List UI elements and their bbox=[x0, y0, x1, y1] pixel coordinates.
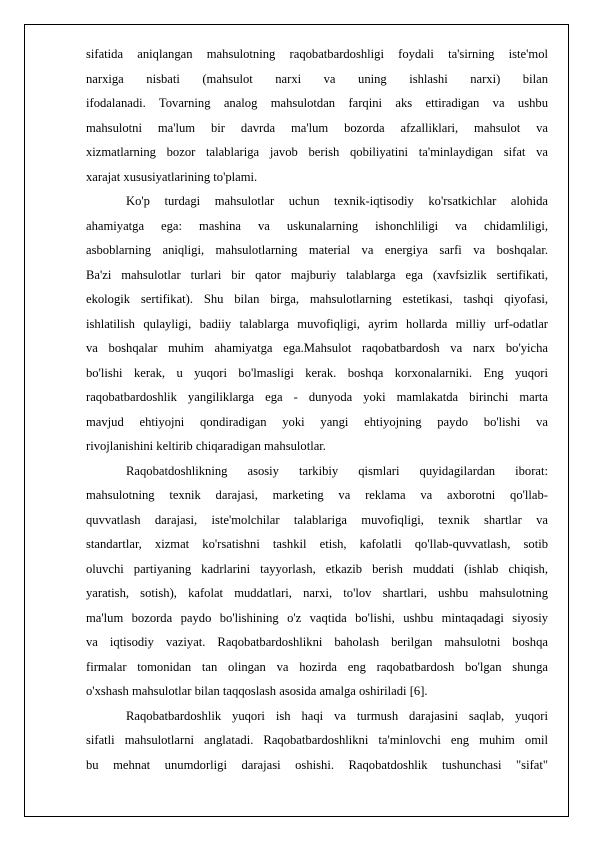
text-line: va boshqalar muhim ahamiyatga ega.Mahsulot raqobatbardosh va narx bo'yicha bbox=[86, 341, 548, 355]
text-line: ahamiyatga ega: mashina va uskunalarning ishonchliligi va chidamliligi, bbox=[86, 218, 548, 233]
text-line: rivojlanishini keltirib chiqaradigan mahsulotlar. bbox=[86, 439, 326, 453]
text-line: mahsulotning texnik darajasi, marketing va reklama va axborotni qo'llab- bbox=[86, 488, 548, 502]
paragraph-1 bbox=[86, 42, 548, 189]
text-line: sifatli mahsulotlarni anglatadi. Raqobatbardoshlikni ta'minlovchi eng muhim omil bbox=[86, 733, 548, 747]
text-line: bo'lishi kerak, u yuqori bo'lmasligi kerak. boshqa korxonalarniki. Eng yuqori bbox=[86, 365, 548, 380]
paragraph-3 bbox=[86, 459, 548, 704]
text-line: sifatida aniqlangan mahsulotning raqobatbardoshligi foydali ta'sirning iste'mol bbox=[86, 47, 548, 61]
paragraph-2 bbox=[86, 189, 548, 459]
paragraph-4 bbox=[86, 704, 548, 778]
text-line: ifodalanadi. Tovarning analog mahsulotdan farqini aks ettiradigan va ushbu bbox=[86, 96, 548, 110]
text-line: standartlar, xizmat ko'rsatishni tashkil etish, kafolatli qo'llab-quvvatlash, sotib bbox=[86, 537, 548, 551]
text-line: narxiga nisbati (mahsulot narxi va uning ishlashi narxi) bilan bbox=[86, 71, 548, 86]
text-line: ekologik sertifikat). Shu bilan birga, mahsulotlarning estetikasi, tashqi qiyofasi, bbox=[86, 292, 548, 306]
text-line: yaratish, sotish), kafolat muddatlari, narxi, to'lov shartlari, ushbu mahsulotning bbox=[86, 586, 548, 600]
text-line: firmalar tomonidan tan olingan va hozirda eng raqobatbardosh bo'lgan shunga bbox=[86, 659, 548, 674]
text-line: raqobatbardoshlik yangiliklarga ega - dunyoda yoki mamlakatda birinchi marta bbox=[86, 390, 548, 404]
text-line: ma'lum bozorda paydo bo'lishining o'z vaqtida bo'lishi, ushbu mintaqadagi siyosiy bbox=[86, 610, 548, 625]
text-line: asboblarning aniqligi, mahsulotlarning material va energiya sarfi va boshqalar. bbox=[86, 243, 548, 257]
text-line: Raqobatbardoshlik yuqori ish haqi va turmush darajasini saqlab, yuqori bbox=[126, 708, 548, 723]
text-line: va iqtisodiy vaziyat. Raqobatbardoshlikni baholash berilgan mahsulotni boshqa bbox=[86, 635, 548, 649]
text-line: xarajat xususiyatlarining to'plami. bbox=[86, 169, 258, 184]
text-line: ishlatilish qulayligi, badiiy talablarga muvofiqligi, ayrim hollarda milliy urf-odatlar bbox=[86, 316, 548, 331]
document-body bbox=[86, 42, 548, 777]
text-line: quvvatlash darajasi, iste'molchilar talablariga muvofiqligi, texnik shartlar va bbox=[86, 512, 548, 527]
text-line: mahsulotni ma'lum bir davrda ma'lum bozorda afzalliklari, mahsulot va bbox=[86, 120, 548, 135]
text-line: o'xshash mahsulotlar bilan taqqoslash asosida amalga oshiriladi [6]. bbox=[86, 684, 428, 698]
text-line: Ba'zi mahsulotlar turlari bir qator majburiy talablarga ega (xavfsizlik sertifikati, bbox=[86, 267, 548, 282]
text-line: Raqobatdoshlikning asosiy tarkibiy qismlari quyidagilardan iborat: bbox=[126, 463, 548, 478]
text-line: xizmatlarning bozor talablariga javob berish qobiliyatini ta'minlaydigan sifat va bbox=[86, 145, 548, 159]
text-line: Ko'p turdagi mahsulotlar uchun texnik-iqtisodiy ko'rsatkichlar alohida bbox=[126, 194, 548, 208]
text-line: mavjud ehtiyojni qondiradigan yoki yangi ehtiyojning paydo bo'lishi va bbox=[86, 414, 548, 429]
text-line: bu mehnat unumdorligi darajasi oshishi. Raqobatdoshlik tushunchasi "sifat" bbox=[86, 757, 548, 772]
text-line: oluvchi partiyaning kadrlarini tayyorlash, etkazib berish muddati (ishlab chiqish, bbox=[86, 561, 548, 576]
